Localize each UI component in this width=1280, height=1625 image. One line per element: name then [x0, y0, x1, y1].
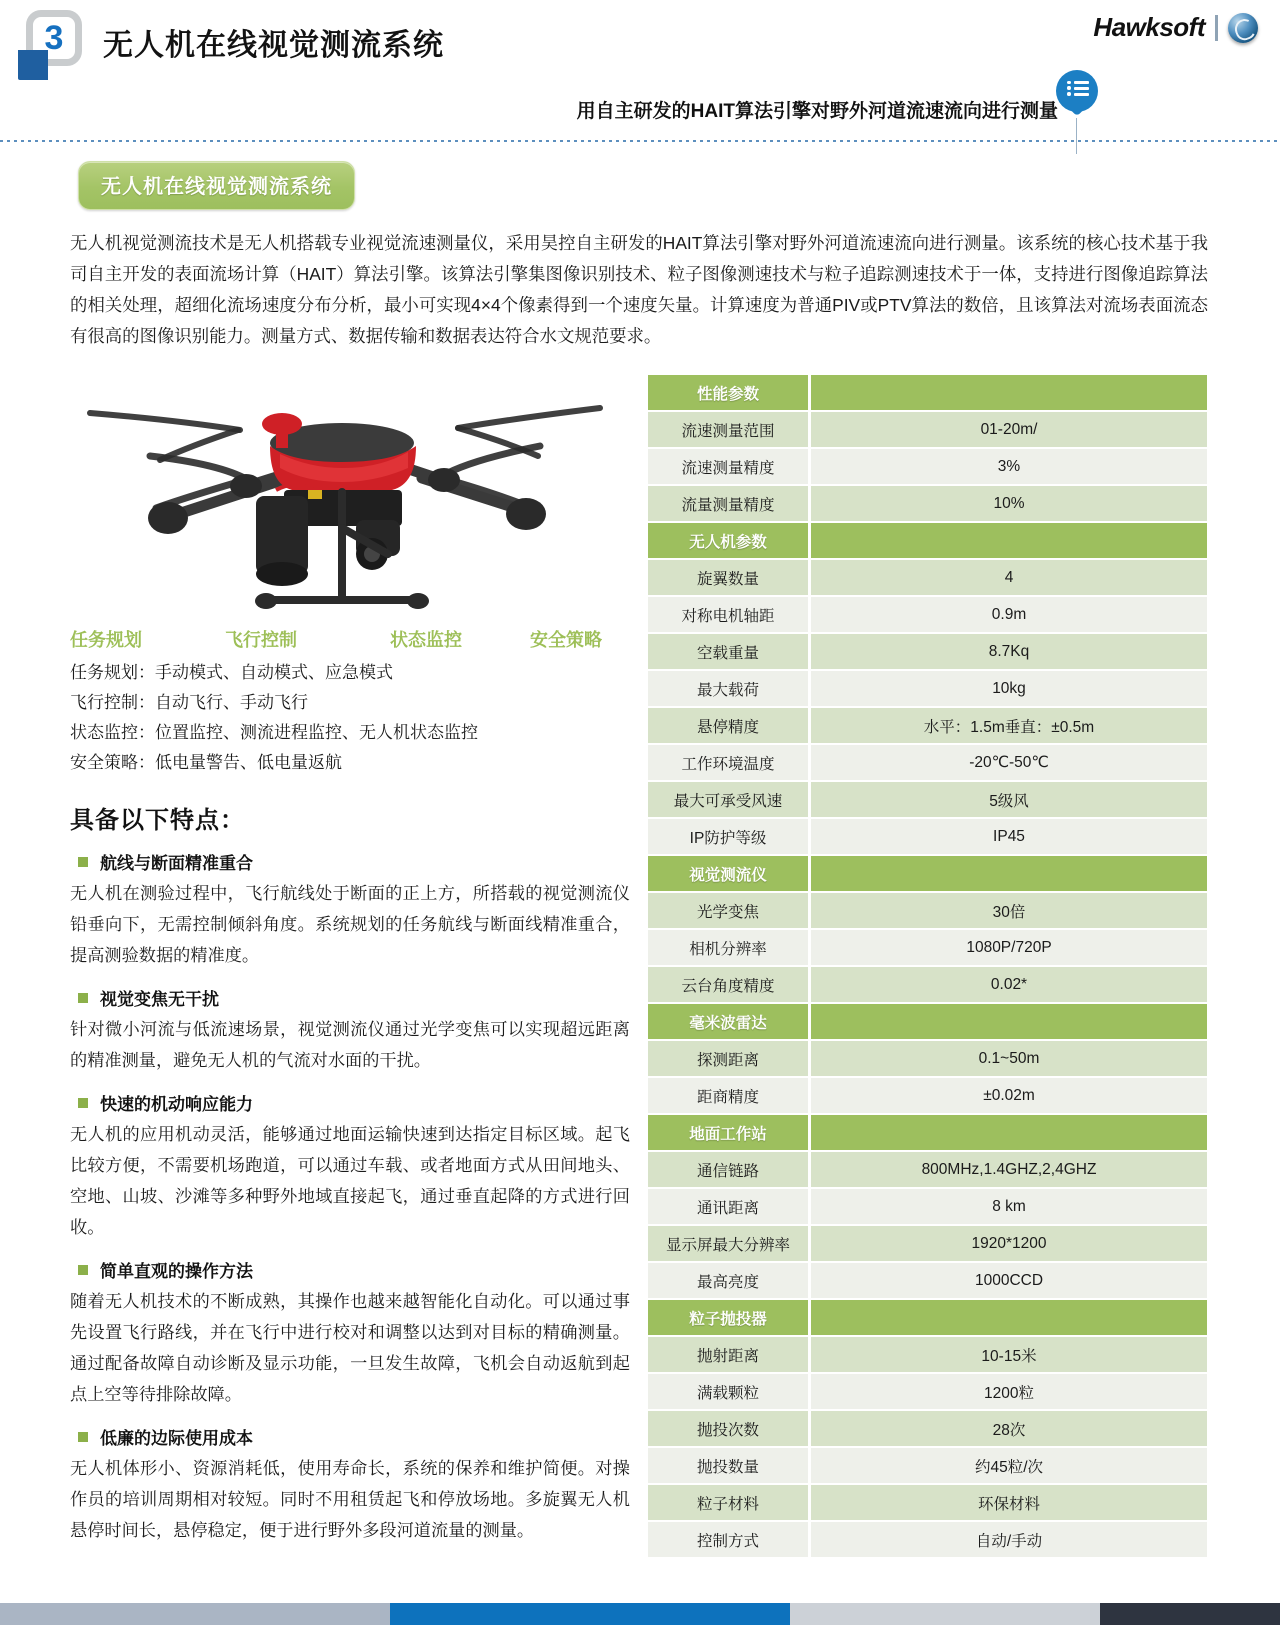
table-cell-value: 10kg	[810, 670, 1208, 707]
table-cell-key: 最高亮度	[648, 1262, 810, 1299]
table-cell-key: 探测距离	[648, 1040, 810, 1077]
table-row	[648, 1225, 1207, 1262]
feature-title: 简单直观的操作方法	[100, 1262, 253, 1281]
table-row	[648, 966, 1207, 1003]
table-cell-value: 8.7Kq	[810, 633, 1208, 670]
table-cell-value: 10%	[810, 485, 1208, 522]
function-header-0: 任务规划	[70, 630, 142, 650]
table-cell-value: 0.02*	[810, 966, 1208, 1003]
specifications-table	[648, 375, 1207, 1559]
feature-title: 航线与断面精准重合	[100, 854, 253, 873]
left-column	[70, 368, 630, 1546]
bullet-square-icon	[78, 993, 88, 1003]
section-number-badge	[18, 6, 86, 74]
table-cell-value: 1920*1200	[810, 1225, 1208, 1262]
feature-title: 快速的机动响应能力	[100, 1095, 253, 1114]
table-row	[648, 1040, 1207, 1077]
globe-icon	[1228, 13, 1258, 43]
feature-item	[70, 985, 630, 1076]
table-cell-value	[810, 855, 1208, 892]
table-cell-key: 地面工作站	[648, 1114, 810, 1151]
table-cell-value: 28次	[810, 1410, 1208, 1447]
table-cell-key: 无人机参数	[648, 522, 810, 559]
intro-paragraph: 无人机视觉测流技术是无人机搭载专业视觉流速测量仪，采用昊控自主研发的HAIT算法引擎对野外河道流速流向进行测量。该系统的核心技术基于我司自主开发的表面流场计算（HAIT）算法引擎。该算法引擎集图像识别技术、粒子图像测速技术与粒子追踪测速技术于一体，支持进行图像追踪算法的相关处理，超细化流场速度分布分析，最小可实现4×4个像素得到一个速度矢量。计算速度为普通PIV或PTV算法的数倍，且该算法对流场表面流态有很高的图像识别能力。测量方式、数据传输和数据表达符合水文规范要求。	[70, 233, 1208, 346]
table-cell-key: 满载颗粒	[648, 1373, 810, 1410]
brand-logo	[1093, 12, 1258, 43]
table-cell-key: 空载重量	[648, 633, 810, 670]
function-line: 飞行控制：自动飞行、手动飞行	[70, 693, 308, 712]
table-cell-key: 流速测量范围	[648, 411, 810, 448]
bullet-square-icon	[78, 1098, 88, 1108]
table-row	[648, 670, 1207, 707]
pin-list-lines	[1067, 81, 1089, 101]
table-row	[648, 1484, 1207, 1521]
table-row	[648, 929, 1207, 966]
table-cell-value: 1000CCD	[810, 1262, 1208, 1299]
section-number: 3	[44, 18, 64, 57]
table-section-row	[648, 375, 1207, 411]
table-row	[648, 744, 1207, 781]
table-cell-key: 性能参数	[648, 375, 810, 411]
table-cell-key: 视觉测流仪	[648, 855, 810, 892]
footer-segment-1	[0, 1603, 390, 1625]
table-cell-key: 悬停精度	[648, 707, 810, 744]
table-section-row	[648, 522, 1207, 559]
table-cell-key: 最大可承受风速	[648, 781, 810, 818]
table-cell-value: IP45	[810, 818, 1208, 855]
table-cell-key: 显示屏最大分辨率	[648, 1225, 810, 1262]
table-cell-value: 8 km	[810, 1188, 1208, 1225]
feature-item	[70, 849, 630, 971]
table-cell-key: 粒子材料	[648, 1484, 810, 1521]
footer-segment-3	[790, 1603, 1100, 1625]
function-line: 安全策略：低电量警告、低电量返航	[70, 753, 342, 772]
table-section-row	[648, 1114, 1207, 1151]
table-cell-key: 流速测量精度	[648, 448, 810, 485]
table-row	[648, 1521, 1207, 1558]
table-row	[648, 1077, 1207, 1114]
feature-body: 针对微小河流与低流速场景，视觉测流仪通过光学变焦可以实现超远距离的精准测量，避免无人机的气流对水面的干扰。	[70, 1019, 630, 1070]
function-header-1: 飞行控制	[225, 630, 297, 650]
table-section-row	[648, 1003, 1207, 1040]
table-cell-value	[810, 375, 1208, 411]
features-heading: 具备以下特点：	[70, 807, 245, 834]
footer-color-bar	[0, 1603, 1280, 1625]
table-cell-key: 光学变焦	[648, 892, 810, 929]
footer-segment-2	[390, 1603, 790, 1625]
header-dotted-divider	[0, 140, 1280, 142]
table-cell-value: 1080P/720P	[810, 929, 1208, 966]
table-cell-key: 对称电机轴距	[648, 596, 810, 633]
bullet-square-icon	[78, 1432, 88, 1442]
table-row	[648, 1188, 1207, 1225]
table-cell-key: 粒子抛投器	[648, 1299, 810, 1336]
table-cell-value: 0.9m	[810, 596, 1208, 633]
table-cell-key: 流量测量精度	[648, 485, 810, 522]
table-cell-value	[810, 1114, 1208, 1151]
table-cell-value: 800MHz,1.4GHZ,2,4GHZ	[810, 1151, 1208, 1188]
table-cell-key: 通信链路	[648, 1151, 810, 1188]
table-section-row	[648, 1299, 1207, 1336]
table-cell-value: 10-15米	[810, 1336, 1208, 1373]
table-row	[648, 892, 1207, 929]
feature-title: 视觉变焦无干扰	[100, 990, 219, 1009]
bullet-square-icon	[78, 1265, 88, 1275]
table-row	[648, 818, 1207, 855]
feature-body: 无人机在测验过程中，飞行航线处于断面的正上方，所搭载的视觉测流仪铅垂向下，无需控制倾斜角度。系统规划的任务航线与断面线精准重合，提高测验数据的精准度。	[70, 883, 630, 965]
feature-title-row	[70, 849, 630, 874]
table-row	[648, 1373, 1207, 1410]
brand-divider	[1215, 15, 1218, 41]
table-cell-key: 距商精度	[648, 1077, 810, 1114]
table-cell-value: -20℃-50℃	[810, 744, 1208, 781]
page-header	[0, 0, 1280, 132]
section-tab: 无人机在线视觉测流系统	[78, 161, 355, 210]
table-cell-key: 旋翼数量	[648, 559, 810, 596]
table-cell-key: 抛投次数	[648, 1410, 810, 1447]
pin-stem	[1076, 118, 1077, 154]
footer-segment-4	[1100, 1603, 1280, 1625]
table-cell-key: IP防护等级	[648, 818, 810, 855]
drone-illustration	[70, 368, 630, 618]
table-row	[648, 1262, 1207, 1299]
table-row	[648, 448, 1207, 485]
table-cell-value: 0.1~50m	[810, 1040, 1208, 1077]
table-cell-key: 相机分辨率	[648, 929, 810, 966]
table-row	[648, 1447, 1207, 1484]
table-cell-key: 工作环境温度	[648, 744, 810, 781]
feature-title-row	[70, 985, 630, 1010]
table-cell-value: ±0.02m	[810, 1077, 1208, 1114]
table-cell-value: 3%	[810, 448, 1208, 485]
function-line: 任务规划：手动模式、自动模式、应急模式	[70, 663, 393, 682]
function-headers	[70, 626, 630, 652]
table-cell-key: 云台角度精度	[648, 966, 810, 1003]
table-cell-value	[810, 522, 1208, 559]
feature-item	[70, 1257, 630, 1410]
table-cell-key: 最大载荷	[648, 670, 810, 707]
drone-photo	[70, 368, 630, 618]
table-row	[648, 707, 1207, 744]
table-cell-value: 环保材料	[810, 1484, 1208, 1521]
feature-body: 无人机的应用机动灵活，能够通过地面运输快速到达指定目标区域。起飞比较方便，不需要机场跑道，可以通过车载、或者地面方式从田间地头、空地、山坡、沙滩等多种野外地域直接起飞，通过垂直起降的方式进行回收。	[70, 1124, 630, 1237]
table-cell-value: 水平：1.5m垂直：±0.5m	[810, 707, 1208, 744]
function-header-3: 安全策略	[530, 630, 602, 650]
table-row	[648, 1410, 1207, 1447]
table-cell-value	[810, 1299, 1208, 1336]
feature-title-row	[70, 1257, 630, 1282]
table-cell-value: 01-20m/	[810, 411, 1208, 448]
table-cell-value: 4	[810, 559, 1208, 596]
feature-title-row	[70, 1424, 630, 1449]
feature-body: 随着无人机技术的不断成熟，其操作也越来越智能化自动化。可以通过事先设置飞行路线，并在飞行中进行校对和调整以达到对目标的精确测量。通过配备故障自动诊断及显示功能，一旦发生故障，飞机会自动返航到起点上空等待排除故障。	[70, 1291, 630, 1404]
function-header-2: 状态监控	[390, 630, 462, 650]
feature-item	[70, 1424, 630, 1546]
table-cell-value: 1200粒	[810, 1373, 1208, 1410]
table-cell-value: 5级风	[810, 781, 1208, 818]
brand-name: Hawksoft	[1093, 12, 1205, 42]
function-line: 状态监控：位置监控、测流进程监控、无人机状态监控	[70, 723, 478, 742]
table-row	[648, 1151, 1207, 1188]
table-cell-value: 约45粒/次	[810, 1447, 1208, 1484]
table-cell-value	[810, 1003, 1208, 1040]
table-cell-value: 自动/手动	[810, 1521, 1208, 1558]
table-cell-key: 控制方式	[648, 1521, 810, 1558]
feature-title: 低廉的边际使用成本	[100, 1429, 253, 1448]
table-cell-key: 抛射距离	[648, 1336, 810, 1373]
page-subtitle: 用自主研发的HAIT算法引擎对野外河道流速流向进行测量	[576, 101, 1058, 122]
table-row	[648, 411, 1207, 448]
table-cell-key: 抛投数量	[648, 1447, 810, 1484]
table-section-row	[648, 855, 1207, 892]
feature-body: 无人机体形小、资源消耗低，使用寿命长，系统的保养和维护简便。对操作员的培训周期相对较短。同时不用租赁起飞和停放场地。多旋翼无人机悬停时间长，悬停稳定，便于进行野外多段河道流量的测量。	[70, 1458, 630, 1540]
table-row	[648, 559, 1207, 596]
table-row	[648, 1336, 1207, 1373]
bullet-square-icon	[78, 857, 88, 867]
table-cell-key: 通讯距离	[648, 1188, 810, 1225]
table-row	[648, 596, 1207, 633]
table-row	[648, 485, 1207, 522]
table-cell-value: 30倍	[810, 892, 1208, 929]
page-title: 无人机在线视觉测流系统	[103, 29, 444, 62]
feature-title-row	[70, 1090, 630, 1115]
table-cell-key: 毫米波雷达	[648, 1003, 810, 1040]
feature-item	[70, 1090, 630, 1243]
function-lines	[70, 658, 630, 778]
table-row	[648, 781, 1207, 818]
list-pin-marker-icon	[1056, 70, 1098, 122]
table-row	[648, 633, 1207, 670]
